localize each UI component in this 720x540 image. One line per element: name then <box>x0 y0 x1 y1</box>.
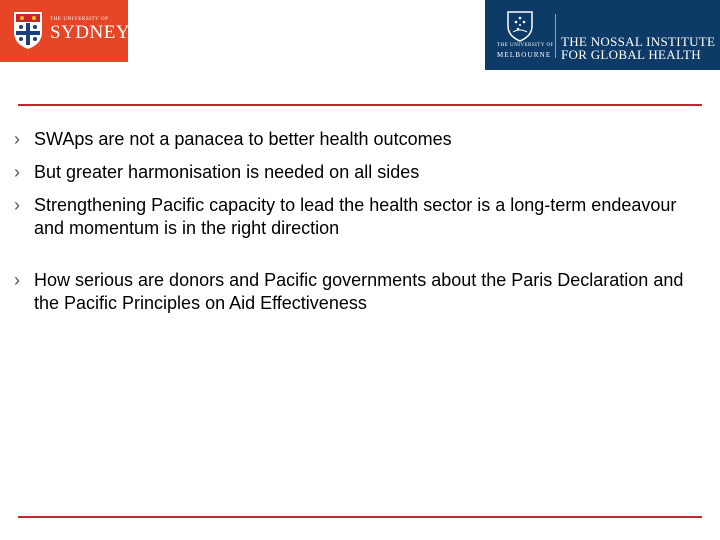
logo-divider <box>555 14 556 58</box>
bullet-text: SWAps are not a panacea to better health outcomes <box>34 129 452 149</box>
bottom-divider <box>18 516 702 518</box>
melbourne-logo-name: MELBOURNE <box>497 51 552 59</box>
bullet-item <box>14 269 704 315</box>
bullet-marker-icon: › <box>14 162 20 182</box>
bullet-text: How serious are donors and Pacific governments about the Paris Declaration and the Pacific Principles on Aid Effectiveness <box>34 270 684 313</box>
bullet-text: But greater harmonisation is needed on all sides <box>34 162 420 182</box>
nossal-title-line1: THE NOSSAL INSTITUTE <box>561 34 716 49</box>
sydney-crest-icon <box>12 10 44 50</box>
sydney-logo-name: SYDNEY <box>50 22 131 43</box>
nossal-institute-logo <box>485 0 720 70</box>
university-of-sydney-logo <box>0 0 131 62</box>
melbourne-logo-subtitle: THE UNIVERSITY OF <box>497 43 554 48</box>
bullet-list <box>14 128 704 315</box>
nossal-title-line2: FOR GLOBAL HEALTH <box>561 47 701 62</box>
bullet-item <box>14 161 704 184</box>
bullet-marker-icon: › <box>14 195 20 215</box>
bullet-marker-icon: › <box>14 129 20 149</box>
bullet-marker-icon: › <box>14 270 20 290</box>
bullet-item <box>14 128 704 151</box>
melbourne-crest-icon <box>505 10 535 42</box>
bullet-item <box>14 194 704 240</box>
sydney-logo-subtitle: THE UNIVERSITY OF <box>50 17 109 22</box>
bullet-text: Strengthening Pacific capacity to lead the health sector is a long-term endeavour and momentum is in the right direction <box>34 195 677 238</box>
top-divider <box>18 104 702 106</box>
